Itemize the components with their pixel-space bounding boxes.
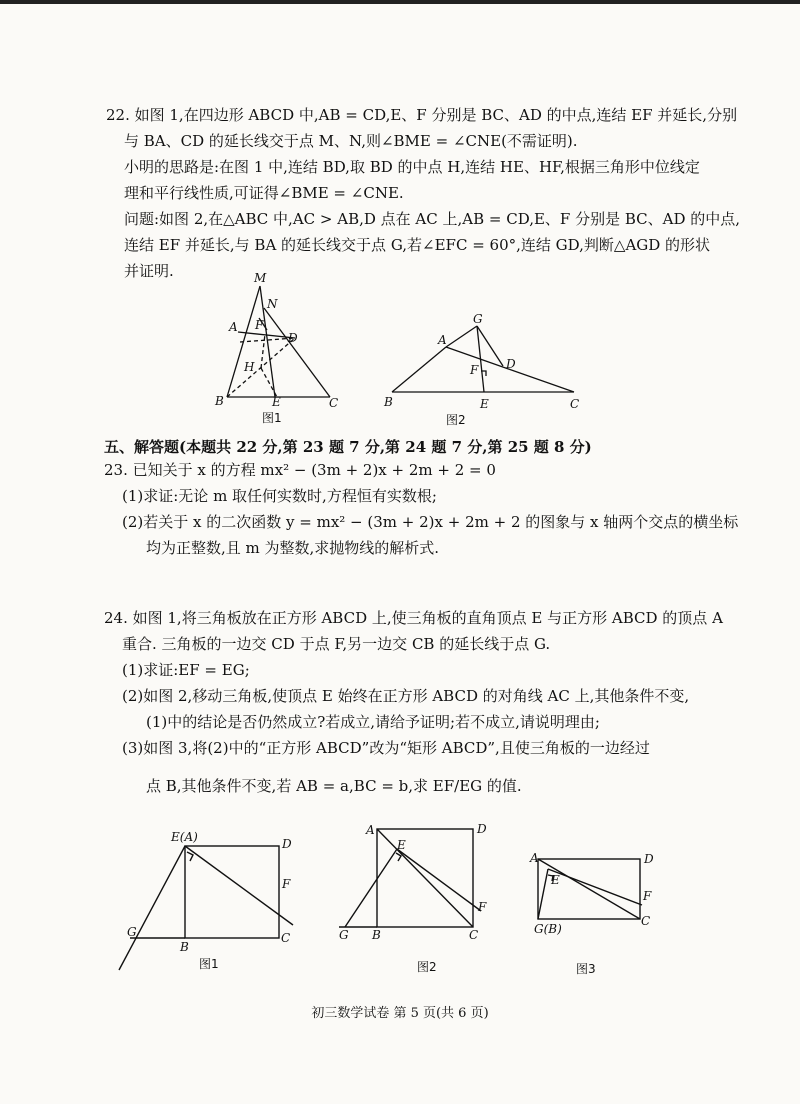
q22-line: 连结 EF 并延长,与 BA 的延长线交于点 G,若∠EFC = 60°,连结 GD,判断△AGD 的形状 (124, 236, 711, 254)
q24-line: (2)如图 2,移动三角板,使顶点 E 始终在正方形 ABCD 的对角线 AC 上,其他条件不变, (122, 687, 690, 705)
fig-label: A (438, 333, 447, 347)
q23-line: 均为正整数,且 m 为整数,求抛物线的解析式. (146, 539, 440, 557)
q22-line: 理和平行线性质,可证得∠BME = ∠CNE. (124, 184, 404, 202)
fig-label: G(B) (534, 922, 562, 936)
page-footer: 初三数学试卷 第 5 页(共 6 页) (311, 1006, 489, 1021)
question-22 (106, 102, 740, 284)
figure-caption: 图2 (417, 960, 437, 974)
fig-label: C (281, 931, 291, 945)
fig-label: D (477, 822, 487, 836)
fig-label: C (570, 397, 580, 411)
q24-line: 24. 如图 1,将三角板放在正方形 ABCD 上,使三角板的直角顶点 E 与正方形 ABCD 的顶点 A (104, 609, 723, 627)
q24-line: 重合. 三角板的一边交 CD 于点 F,另一边交 CB 的延长线于点 G. (122, 635, 551, 653)
q22-line: 并证明. (124, 262, 174, 280)
question-24 (104, 605, 723, 799)
q24-figure-1 (115, 822, 305, 972)
figure-caption: 图1 (199, 957, 219, 971)
fig-label: E (397, 838, 406, 852)
fig-label: M (254, 271, 267, 285)
q24-figure-3 (520, 845, 670, 975)
q22-figure-1 (205, 272, 355, 432)
q22-figure-2 (380, 312, 590, 432)
fig-label: C (329, 396, 339, 410)
q22-line: 与 BA、CD 的延长线交于点 M、N,则∠BME = ∠CNE(不需证明). (124, 132, 578, 150)
fig-label: G (339, 928, 349, 942)
fig-label: F (470, 363, 479, 377)
q23-line: 23. 已知关于 x 的方程 mx² − (3m + 2)x + 2m + 2 = 0 (104, 461, 496, 479)
fig-label: F (478, 900, 487, 914)
fig-label: F (255, 318, 264, 332)
fig-label: B (180, 940, 189, 954)
q22-line: 问题:如图 2,在△ABC 中,AC > AB,D 点在 AC 上,AB = CD,E、F 分别是 BC、AD 的中点, (124, 210, 741, 228)
fig-label: F (643, 889, 652, 903)
fig-label: D (288, 331, 298, 345)
fig-label: D (506, 357, 516, 371)
q22-line: 22. 如图 1,在四边形 ABCD 中,AB = CD,E、F 分别是 BC、AD 的中点,连结 EF 并延长,分别 (106, 106, 738, 124)
fig-label: N (267, 297, 278, 311)
fig-label: B (372, 928, 381, 942)
fig-label: F (282, 877, 291, 891)
q24-figure-2 (335, 815, 505, 975)
q24-line: (1)中的结论是否仍然成立?若成立,请给予证明;若不成立,请说明理由; (146, 713, 600, 731)
fig-label: B (215, 394, 224, 408)
fig-label: C (641, 914, 651, 928)
q24-line: (3)如图 3,将(2)中的“正方形 ABCD”改为“矩形 ABCD”,且使三角板的一边经过 (122, 739, 650, 757)
scan-top-edge (0, 0, 800, 4)
figure-caption: 图3 (576, 962, 596, 976)
fig-label: E (551, 873, 560, 887)
figure-caption: 图1 (262, 411, 282, 425)
figure-caption: 图2 (446, 413, 466, 427)
q24-line: (1)求证:EF = EG; (122, 661, 250, 679)
fig-label: A (366, 823, 375, 837)
fig-label: E (272, 395, 281, 409)
q23-line: (1)求证:无论 m 取任何实数时,方程恒有实数根; (122, 487, 437, 505)
fig-label: B (384, 395, 393, 409)
section-heading: 五、解答题(本题共 22 分,第 23 题 7 分,第 24 题 7 分,第 25 题 8 分) (104, 438, 592, 456)
fig-label: H (244, 360, 255, 374)
fig-label: A (229, 320, 238, 334)
q22-line: 小明的思路是:在图 1 中,连结 BD,取 BD 的中点 H,连结 HE、HF,根据三角形中位线定 (124, 158, 700, 176)
fig-label: D (282, 837, 292, 851)
fig-label: A (530, 851, 539, 865)
fig-label: E (480, 397, 489, 411)
fig-label: E(A) (171, 830, 198, 844)
q23-line: (2)若关于 x 的二次函数 y = mx² − (3m + 2)x + 2m + 2 的图象与 x 轴两个交点的横坐标 (122, 513, 739, 531)
fig-label: C (469, 928, 479, 942)
question-23 (104, 457, 738, 561)
fig-label: G (473, 312, 483, 326)
fig-label: G (127, 925, 137, 939)
q24-line: 点 B,其他条件不变,若 AB = a,BC = b,求 EF/EG 的值. (146, 777, 522, 795)
fig-label: D (644, 852, 654, 866)
